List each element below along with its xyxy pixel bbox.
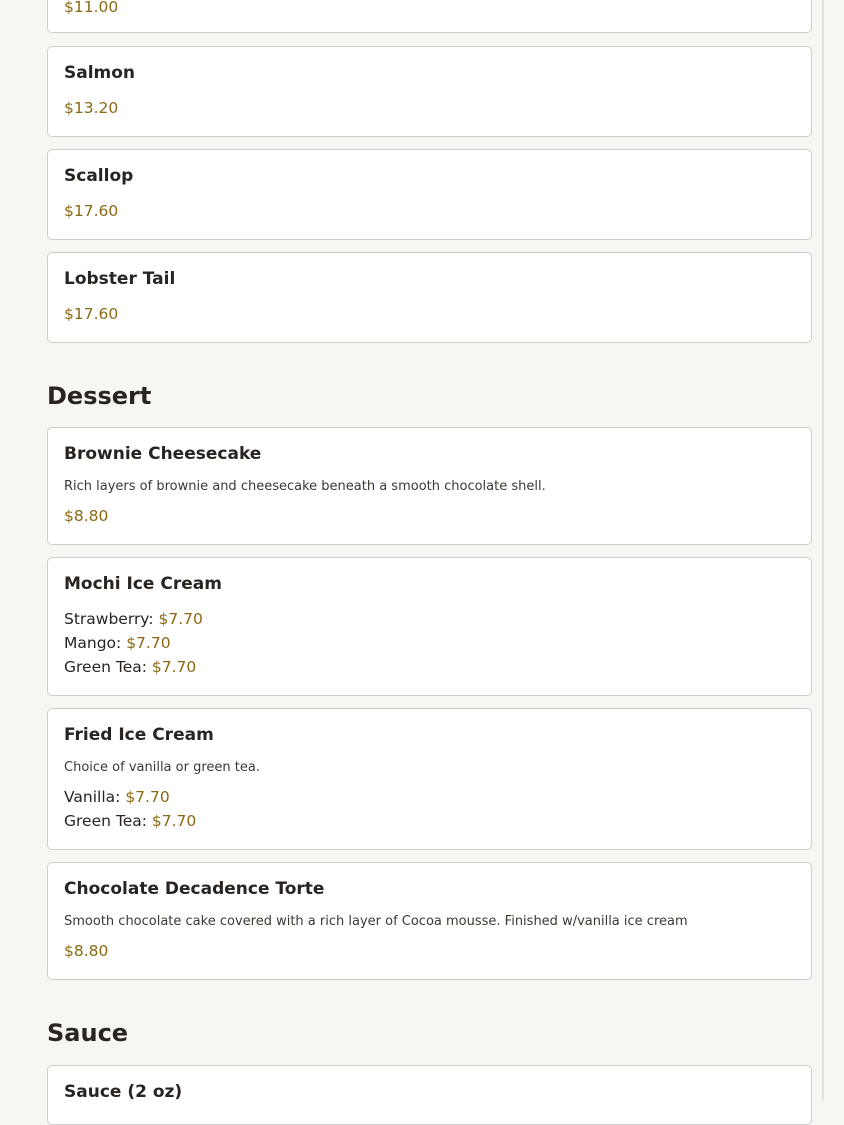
item-option [64,788,170,806]
item-name: Brownie Cheesecake [64,444,262,464]
menu-item-card[interactable] [47,0,812,33]
item-option [64,634,171,652]
option-label: Green Tea: [64,812,147,830]
option-label: Green Tea: [64,658,147,676]
option-label: Mango: [64,634,122,652]
item-price: $13.20 [64,99,119,117]
item-price: $8.80 [64,942,109,960]
item-name: Sauce (2 oz) [64,1082,183,1102]
menu-item-card[interactable] [47,862,812,980]
item-option [64,658,196,676]
item-price: $8.80 [64,507,109,525]
option-price: $7.70 [125,788,170,806]
menu-item-card[interactable] [47,1065,812,1125]
option-price: $7.70 [151,658,197,676]
item-option [64,610,203,628]
option-price: $7.70 [158,610,203,628]
item-description: Smooth chocolate cake covered with a rich layer of Cocoa mousse. Finished w/vanilla ice cream [64,914,688,929]
item-name: Scallop [64,166,134,186]
section-title-dessert: Dessert [47,382,152,410]
item-price: $11.00 [64,0,119,16]
item-description: Rich layers of brownie and cheesecake beneath a smooth chocolate shell. [64,479,546,494]
item-name: Lobster Tail [64,269,176,289]
option-price: $7.70 [151,812,197,830]
section-title-sauce: Sauce [47,1019,129,1047]
item-name: Fried Ice Cream [64,725,214,745]
item-name: Salmon [64,63,136,83]
option-price: $7.70 [126,634,171,652]
item-description: Choice of vanilla or green tea. [64,760,260,775]
menu-item-card[interactable] [47,427,812,545]
page-scroll-rail [822,0,824,1100]
item-option [64,812,196,830]
item-name: Mochi Ice Cream [64,574,222,594]
item-price: $17.60 [64,202,119,220]
option-label: Strawberry: [64,610,154,628]
menu-item-card[interactable] [47,252,812,343]
item-name: Chocolate Decadence Torte [64,879,325,899]
option-label: Vanilla: [64,788,121,806]
menu-item-card[interactable] [47,557,812,696]
menu-item-card[interactable] [47,46,812,137]
item-price: $17.60 [64,305,119,323]
menu-item-card[interactable] [47,149,812,240]
menu-item-card[interactable] [47,708,812,850]
